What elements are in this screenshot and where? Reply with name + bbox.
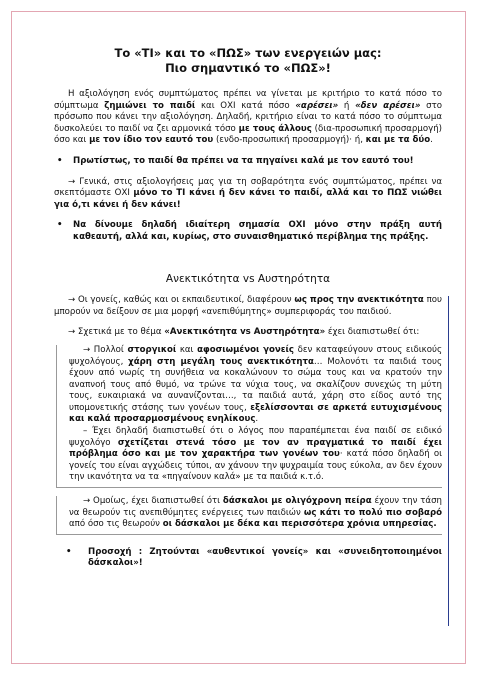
paragraph-general [54, 177, 442, 212]
text: στο πρόσωπο που κάνει την αξιολόγηση. Δηλαδή, κριτήριο είναι το κατά πόσο το σύμπτωμα δυσκολεύει το παιδί να ζει αρμονικά τόσο [54, 100, 443, 134]
emphasis: στοργικοί [127, 344, 177, 355]
emphasis: οι δάσκαλοι με δέκα και περισσότερα χρόνια υπηρεσίας. [162, 519, 437, 530]
bullet-text: Να δίνουμε δηλαδή ιδιαίτερη σημασία ΟΧΙ μόνο στην πράξη αυτή καθεαυτή, αλλά και, κυρίως, στο συναισθηματικό περίβλημα της πράξης. [73, 220, 442, 242]
text: ή [338, 100, 356, 111]
emphasis: «Ανεκτικότητα vs Αυστηρότητα» [164, 327, 326, 338]
emphasis: δάσκαλοι με ολιγόχρονη πείρα [222, 496, 372, 507]
emphasis: αφοσιωμένοι γονείς [197, 344, 295, 355]
emphasis: με τους άλλους [238, 123, 312, 134]
text: και [176, 344, 198, 355]
bullet-item [54, 220, 442, 243]
emphasis: ζημιώνει το παιδί [104, 100, 196, 111]
bullet-icon: • [57, 155, 63, 166]
emphasis: ως προς την ανεκτικότητα [294, 295, 424, 306]
paragraph-parents [69, 345, 442, 426]
section-heading: Ανεκτικότητα vs Αυστηρότητα [165, 272, 331, 285]
paragraph-findings-intro [54, 327, 442, 339]
emphasis: σχετίζεται στενά τόσο με τον αν πραγματικά το παιδί έχει πρόβλημα όσο και με τον χαρακτήρα των γονέων του [69, 437, 442, 460]
bullet-item [54, 156, 442, 168]
text: · κατά πόσο δηλαδή οι γονείς του είναι αγχώδεις τύποι, αν χάνουν την ψυχραιμία τους εύκολα, αν δεν έχουν την ικανότητα να τα «πηγαίνουν καλά» με τα παιδιά κ.τ.ό. [69, 449, 442, 483]
emphasis: μόνο το ΤΙ κάνει ή δεν κάνει το παιδί, αλλά και το ΠΩΣ νιώθει για ό,τι κάνει ή δεν κάνει! [54, 188, 442, 210]
paragraph-referral [69, 426, 442, 484]
text: (ενδο-προσωπική προσαρμογή)· ή, [213, 135, 366, 146]
paragraph-assessment [54, 89, 442, 147]
text: . [255, 414, 259, 425]
emphasis: χάρη στη μεγάλη τους ανεκτικότητα [128, 356, 314, 367]
text: και ΟΧΙ κατά πόσο [195, 100, 296, 111]
text: … Μολονότι τα παιδιά τους έχουν από νωρίς τη συνήθεια να κοκαλώνουν το σώμα τους και να κρατούν την αναπνοή τους από θυμό, να τρώνε τα νύχια τους, να σκαλίζουν συνεχώς τη μύτη τους, ευκαιριακά να αυνανίζονται…, τα παιδιά αυτά, χάρη στο είδος αυτό της υπομονετικής στάσης των γονέων τους, [69, 356, 443, 413]
text: από όσο τις θεωρούν [69, 519, 163, 530]
paragraph-teachers [69, 496, 442, 531]
title-line-2: Πιο σημαντικό το «ΠΩΣ»! [165, 60, 331, 75]
text: . [430, 135, 433, 146]
margin-rule [448, 296, 449, 626]
text: έχει διαπιστωθεί ότι: [325, 327, 420, 338]
bullet-icon: • [57, 220, 63, 231]
bullet-item [54, 547, 442, 570]
emphasis: «δεν αρέσει» [355, 100, 421, 111]
findings-box-parents [56, 345, 442, 488]
text: έχουν την τάση να θεωρούν τις ανεπιθύμητες ενέργειες των παιδιών [69, 496, 442, 518]
document-body [54, 46, 442, 570]
emphasis: με τον ίδιο τον εαυτό του [89, 135, 214, 146]
emphasis: και με τα δύο [365, 135, 431, 146]
text: → Ομοίως, έχει διαπιστωθεί ότι [83, 496, 223, 507]
findings-box-teachers [56, 496, 442, 535]
bullet-icon: • [66, 546, 72, 557]
text: Η αξιολόγηση ενός συμπτώματος πρέπει να γίνεται με κριτήριο το κατά πόσο το σύμπτωμα [54, 89, 442, 111]
text: → Γενικά, στις αξιολογήσεις μας για τη σοβαρότητα ενός συμπτώματος, πρέπει να σκεπτόμαστε ΟΧΙ [54, 176, 442, 199]
bullet-text: Προσοχή : Ζητούνται «αυθεντικοί γονείς» και «συνειδητοποιημένοι δάσκαλοι»! [88, 546, 442, 569]
text: → Πολλοί [83, 344, 128, 355]
emphasis: «αρέσει» [295, 100, 339, 111]
text: → Οι γονείς, καθώς και οι εκπαιδευτικοί, διαφέρουν [68, 295, 295, 306]
bullet-text: Πρωτίστως, το παιδί θα πρέπει να τα πηγαίνει καλά με τον εαυτό του! [73, 155, 414, 166]
title-line-1: Το «ΤΙ» και το «ΠΩΣ» των ενεργειών μας: [114, 46, 382, 60]
emphasis: ως κάτι το πολύ πιο σοβαρό [303, 507, 442, 518]
text: που μπορούν να δείξουν σε μια μορφή «ανεπιθύμητης» συμπεριφοράς του παιδιού. [54, 295, 442, 317]
text: (δια-προσωπική προσαρμογή) όσο και [54, 123, 442, 146]
page-title [54, 46, 442, 75]
emphasis: εξελίσσονται σε αρκετά ευτυχισμένους και καλά προσαρμοσμένους ενηλίκους [69, 402, 442, 425]
text: δεν καταφεύγουν στους ειδικούς ψυχολόγους, [69, 344, 442, 367]
paragraph-tolerance [54, 295, 442, 318]
text: – Έχει δηλαδή διαπιστωθεί ότι ο λόγος που παραπέμπεται ένα παιδί σε ειδικό ψυχολόγο [69, 426, 442, 448]
text: → Σχετικά με το θέμα [68, 327, 165, 338]
